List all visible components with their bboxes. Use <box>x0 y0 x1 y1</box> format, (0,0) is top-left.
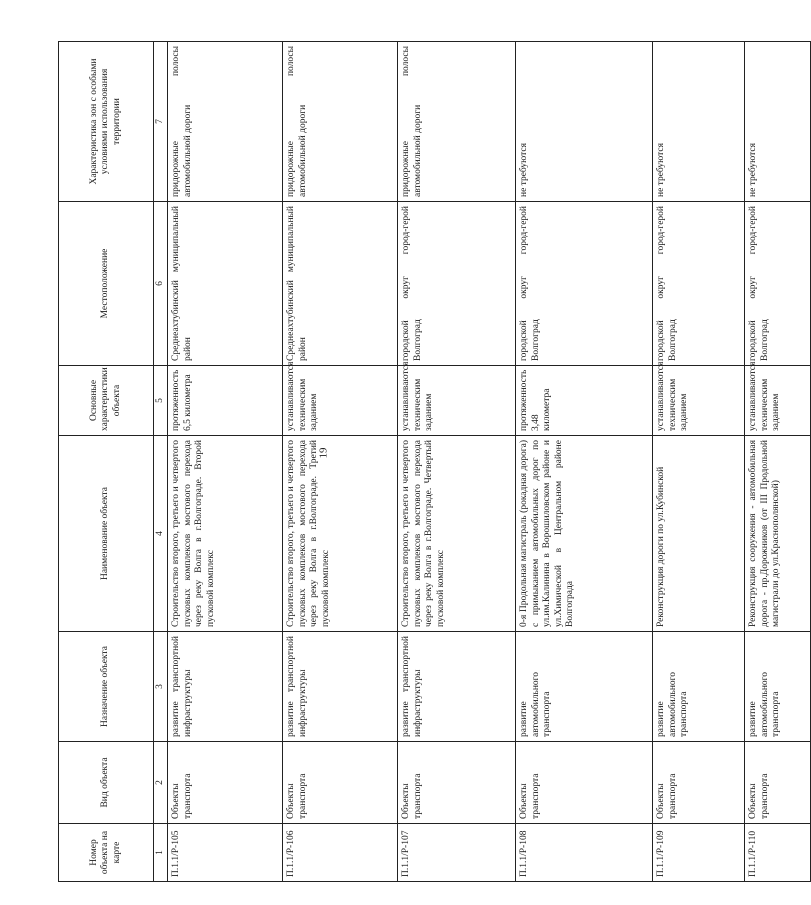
objects-table <box>58 41 811 882</box>
header-object-characteristics: Основные характеристики объекта <box>59 366 154 436</box>
table-row <box>168 42 283 882</box>
column-number: 6 <box>154 202 168 366</box>
object-purpose-cell: развитие автомобильного транспорта <box>516 632 653 742</box>
table-row <box>653 42 745 882</box>
object-name-cell: Строительство второго, третьего и четвертого пусковых комплексов мостового перехода через реку Волга в г.Волгограде. Четвертый пусковой комплекс <box>398 436 516 632</box>
object-characteristics-cell: устанавливаются техническим заданием <box>653 366 745 436</box>
object-type-cell: Объекты транспорта <box>398 742 516 824</box>
object-name-cell: Строительство второго, третьего и четвертого пусковых комплексов мостового перехода через реку Волга в г.Волгограде. Второй пусковой комплекс <box>168 436 283 632</box>
zone-characteristics-cell: придорожные полосы автомобильной дороги <box>398 42 516 202</box>
table-header-row <box>59 42 154 882</box>
object-type-cell: Объекты транспорта <box>283 742 398 824</box>
column-number: 7 <box>154 42 168 202</box>
page-number-text: 19 <box>317 447 329 458</box>
zone-characteristics-cell: не требуются <box>653 42 745 202</box>
object-purpose-cell: развитие автомобильного транспорта <box>745 632 811 742</box>
object-characteristics-cell: устанавливаются техническим заданием <box>745 366 811 436</box>
object-purpose-cell: развитие транспортной инфраструктуры <box>398 632 516 742</box>
object-number-cell: П.1.1/Р-107 <box>398 824 516 882</box>
location-cell: Среднеахтубинский муниципальный район <box>283 202 398 366</box>
object-characteristics-cell: протяженность 3,48 километра <box>516 366 653 436</box>
object-type-cell: Объекты транспорта <box>516 742 653 824</box>
header-object-number: Номер объекта на карте <box>59 824 154 882</box>
zone-characteristics-cell: не требуются <box>745 42 811 202</box>
object-purpose-cell: развитие автомобильного транспорта <box>653 632 745 742</box>
object-number-cell: П.1.1/Р-108 <box>516 824 653 882</box>
location-cell: городской округ город-герой Волгоград <box>516 202 653 366</box>
table-row <box>516 42 653 882</box>
table-row <box>398 42 516 882</box>
object-type-cell: Объекты транспорта <box>653 742 745 824</box>
table-row <box>283 42 398 882</box>
object-name-cell: Реконструкция сооружения - автомобильная дорога - пр.Дорожников (от III Продольной магистрали до ул.Краснополянской) <box>745 436 811 632</box>
location-cell: городской округ город-герой Волгоград <box>653 202 745 366</box>
location-cell: городской округ город-герой Волгоград <box>398 202 516 366</box>
object-number-cell: П.1.1/Р-109 <box>653 824 745 882</box>
table-row <box>745 42 811 882</box>
object-type-cell: Объекты транспорта <box>168 742 283 824</box>
rotated-table-wrapper <box>58 42 810 882</box>
object-number-cell: П.1.1/Р-106 <box>283 824 398 882</box>
column-number: 2 <box>154 742 168 824</box>
zone-characteristics-cell: придорожные полосы автомобильной дороги <box>168 42 283 202</box>
object-characteristics-cell: протяженность 6,5 километра <box>168 366 283 436</box>
object-number-cell: П.1.1/Р-105 <box>168 824 283 882</box>
location-cell: Среднеахтубинский муниципальный район <box>168 202 283 366</box>
column-number: 4 <box>154 436 168 632</box>
column-number-row <box>154 42 168 882</box>
header-location: Местоположение <box>59 202 154 366</box>
header-object-name: Наименование объекта <box>59 436 154 632</box>
column-number: 3 <box>154 632 168 742</box>
object-name-cell: Реконструкция дороги по ул.Кубинской <box>653 436 745 632</box>
column-number: 1 <box>154 824 168 882</box>
header-zone-characteristics: Характеристика зон с особыми условиями использования территории <box>59 42 154 202</box>
object-name-cell: 0-я Продольная магистраль (рокадная дорога) с примыканием автомобильных дорог по ул.им.Калинина в Ворошиловском районе и ул.Химической в Центральном районе Волгограда <box>516 436 653 632</box>
object-purpose-cell: развитие транспортной инфраструктуры <box>283 632 398 742</box>
object-characteristics-cell: устанавливаются техническим заданием <box>398 366 516 436</box>
object-number-cell: П.1.1/Р-110 <box>745 824 811 882</box>
zone-characteristics-cell: не требуются <box>516 42 653 202</box>
object-purpose-cell: развитие транспортной инфраструктуры <box>168 632 283 742</box>
object-characteristics-cell: устанавливаются техническим заданием <box>283 366 398 436</box>
header-object-purpose: Назначение объекта <box>59 632 154 742</box>
object-type-cell: Объекты транспорта <box>745 742 811 824</box>
column-number: 5 <box>154 366 168 436</box>
location-cell: городской округ город-герой Волгоград <box>745 202 811 366</box>
object-name-cell: Строительство второго, третьего и четвертого пусковых комплексов мостового перехода через реку Волга в г.Волгограде. Третий пусковой комплекс <box>283 436 398 632</box>
header-object-type: Вид объекта <box>59 742 154 824</box>
zone-characteristics-cell: придорожные полосы автомобильной дороги <box>283 42 398 202</box>
